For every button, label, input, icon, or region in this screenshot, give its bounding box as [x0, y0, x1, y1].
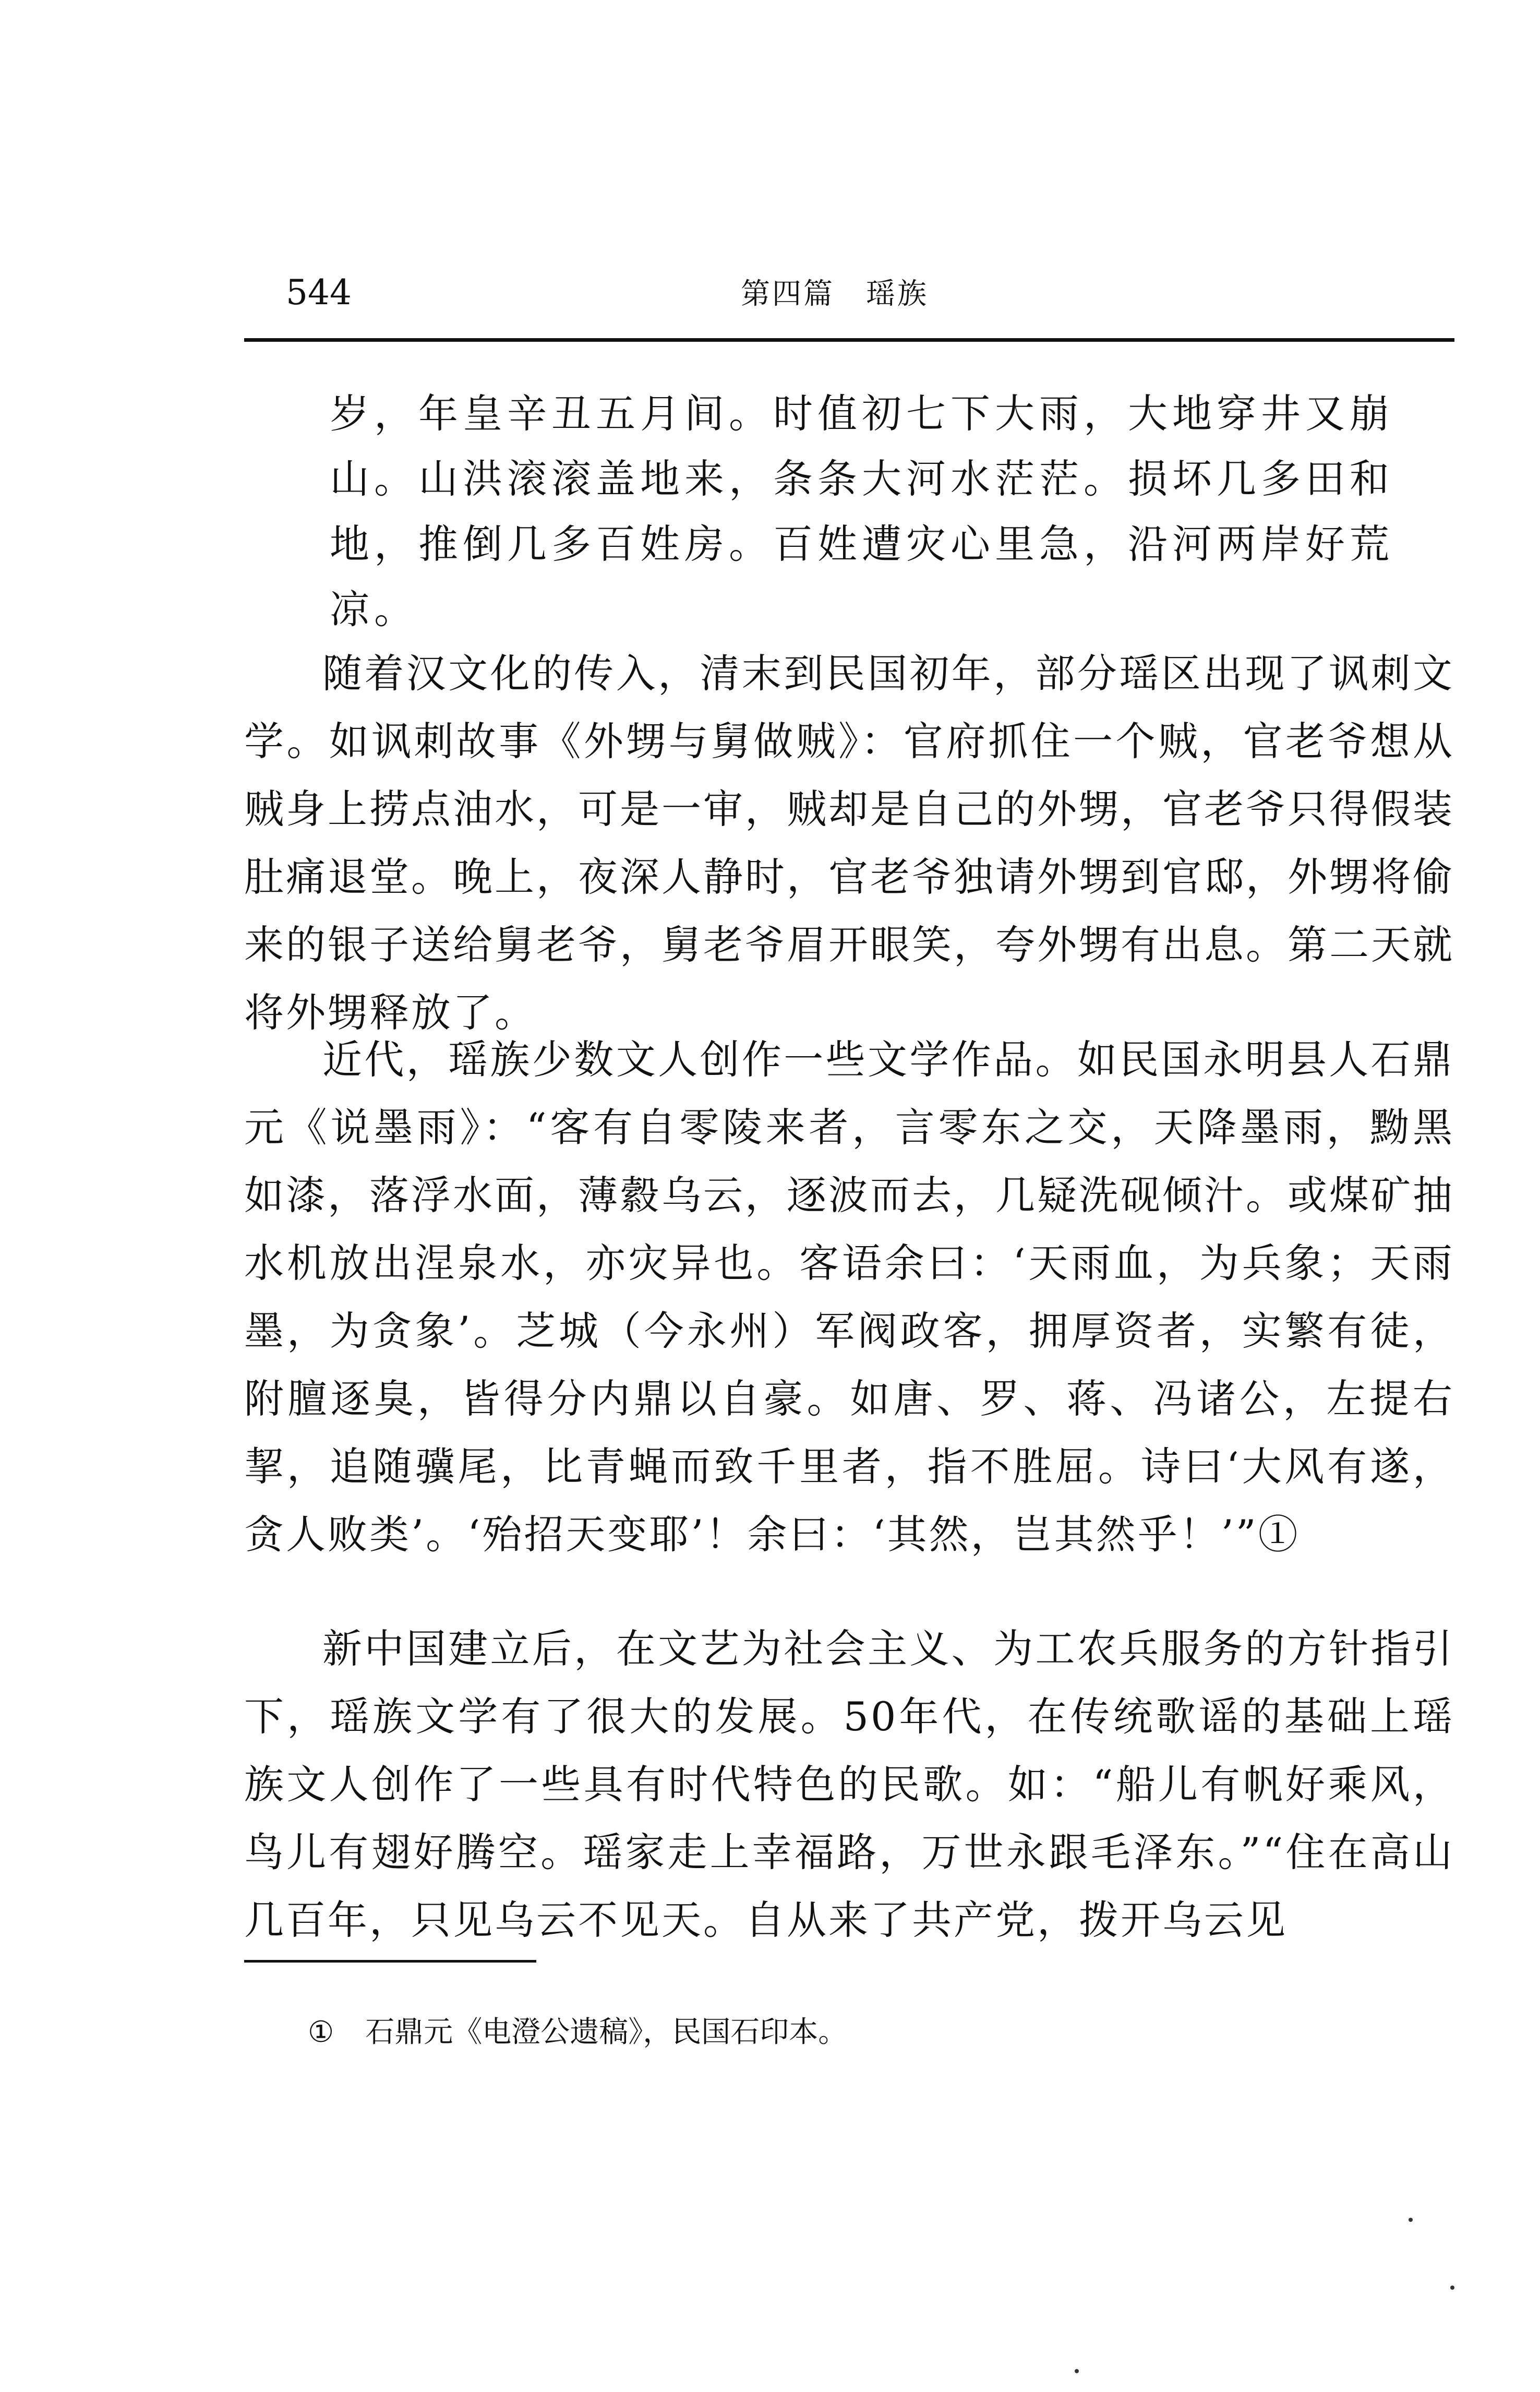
footnote-mark: ①	[308, 2015, 334, 2049]
scan-speck	[1450, 2286, 1454, 2290]
paragraph-modern: 近代，瑶族少数文人创作一些文学作品。如民国永明县人石鼎元《说墨雨》：“客有自零陵来者，言零东之交，天降墨雨，黝黑如漆，落浮水面，薄縠乌云，逐波而去，几疑洗砚倾汁。或煤矿抽水机放出涅泉水，亦灾异也。客语余曰：‘天雨血，为兵象；天雨墨，为贪象’。芝城（今永州）军阀政客，拥厚资者，实繁有徒，附膻逐臭，皆得分内鼎以自豪。如唐、罗、蒋、冯诸公，左提右挈，追随骥尾，比青蝇而致千里者，指不胜屈。诗曰‘大风有遂，贪人败类’。‘殆招天变耶’！余曰：‘其然，岂其然乎！’”①	[244, 1036, 1454, 1558]
footnote-text: 石鼎元《电澄公遗稿》，民国石印本。	[365, 2015, 848, 2049]
verse-line: 凉。	[330, 586, 418, 632]
scan-speck	[1075, 2369, 1079, 2373]
header-rule	[244, 338, 1454, 342]
paragraph-satire: 随着汉文化的传入，清末到民国初年，部分瑶区出现了讽刺文学。如讽刺故事《外甥与舅做贼》：官府抓住一个贼，官老爷想从贼身上捞点油水，可是一审，贼却是自己的外甥，官老爷只得假装肚痛退堂。晚上，夜深人静时，官老爷独请外甥到官邸，外甥将偷来的银子送给舅老爷，舅老爷眉开眼笑，夸外甥有出息。第二天就将外甥释放了。	[244, 650, 1454, 1036]
scan-speck	[1409, 2218, 1413, 2222]
verse-line: 地，推倒几多百姓房。百姓遭灾心里急，沿河两岸好荒	[330, 521, 1394, 567]
page-header	[0, 0, 1540, 339]
verse-line: 山。山洪滚滚盖地来，条条大河水茫茫。损坏几多田和	[330, 456, 1394, 502]
verse-block	[330, 381, 1404, 642]
footnote-rule	[244, 1960, 536, 1963]
footnote	[308, 2014, 847, 2051]
verse-line: 岁，年皇辛丑五月间。时值初七下大雨，大地穿井又崩	[330, 390, 1394, 437]
page-number: 544	[286, 272, 352, 313]
paragraph-new-china: 新中国建立后，在文艺为社会主义、为工农兵服务的方针指引下，瑶族文学有了很大的发展。50年代，在传统歌谣的基础上瑶族文人创作了一些具有时代特色的民歌。如：“船儿有帆好乘风，鸟儿有翅好腾空。瑶家走上幸福路，万世永跟毛泽东。”“住在高山几百年，只见乌云不见天。自从来了共产党，拨开乌云见	[244, 1625, 1454, 1943]
running-head: 第四篇 瑶族	[741, 277, 929, 311]
